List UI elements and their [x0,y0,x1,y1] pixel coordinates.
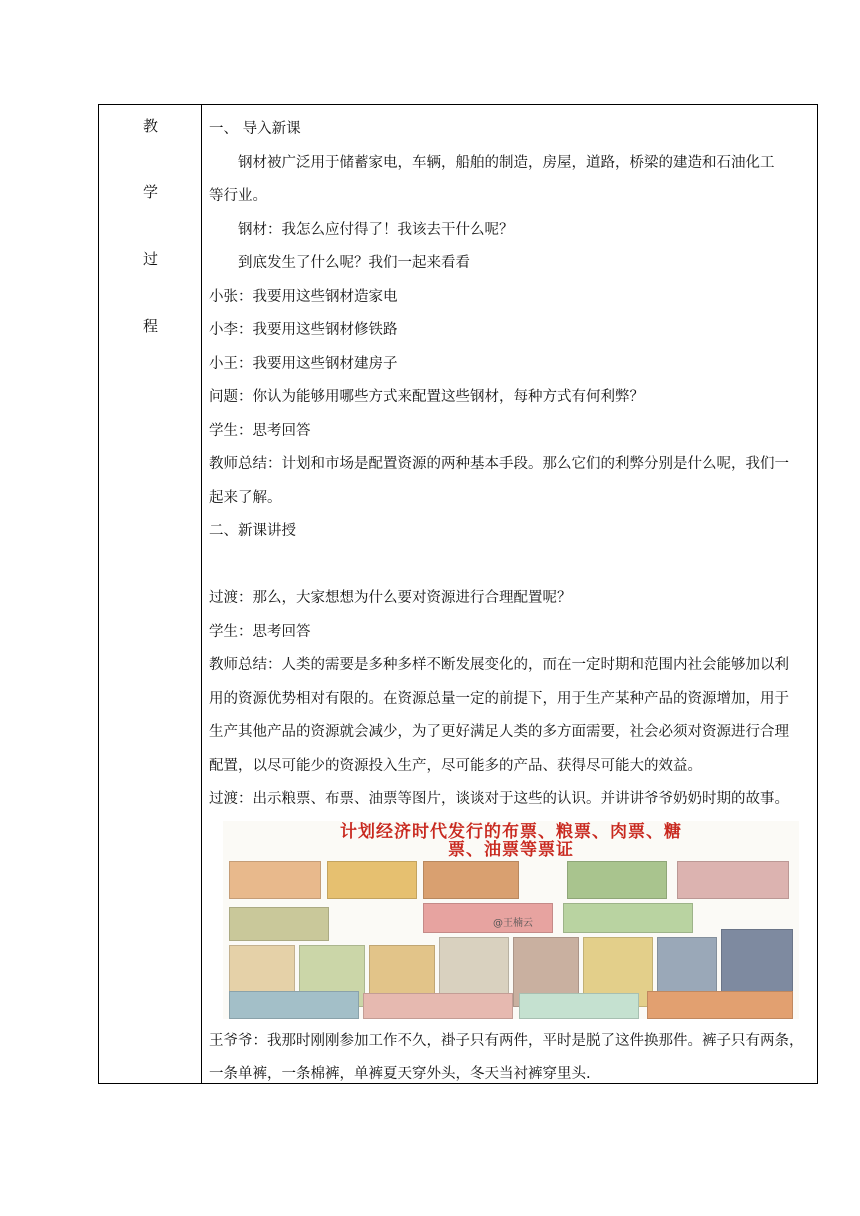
image-title-line1: 计划经济时代发行的布票、粮票、肉票、糖 [340,821,682,842]
ticket [327,861,417,899]
image-title [223,823,799,859]
question-line: 问题：你认为能够用哪些方式来配置这些钢材，每种方式有何利弊？ [209,389,644,405]
lesson-table [98,104,818,1084]
teacher-summary: 教师总结：计划和市场是配置资源的两种基本手段。那么它们的利弊分别是什么呢，我们一 [209,456,789,472]
section-label-column [99,105,202,1083]
paragraph: 钢材：我怎么应付得了！我该去干什么呢？ [238,221,514,238]
transition-line: 过渡：那么，大家想想为什么要对资源进行合理配置呢？ [209,590,572,606]
story-line: 王爷爷：我那时刚刚参加工作不久，褂子只有两件，平时是脱了这件换那件。裤子只有两条， [209,1032,804,1049]
ticket [563,903,693,933]
label-char: 教 [142,117,158,135]
teacher-summary: 生产其他产品的资源就会减少，为了更好满足人类的多方面需要，社会必须对资源进行合理 [209,724,789,740]
label-char: 过 [142,250,158,268]
ticket [519,993,639,1019]
dialogue-line: 小王：我要用这些钢材建房子 [209,355,398,372]
ticket [229,991,359,1019]
dialogue-line: 小李：我要用这些钢材修铁路 [209,322,398,338]
section-heading-1: 一、 导入新课 [209,121,301,137]
teacher-summary: 用的资源优势相对有限的。在资源总量一定的前提下，用于生产某种产品的资源增加，用于 [209,690,789,707]
teacher-summary: 起来了解。 [209,489,282,506]
paragraph: 等行业。 [209,188,267,204]
student-line: 学生：思考回答 [209,623,311,640]
ticket [647,991,793,1019]
lesson-content [203,105,815,1083]
ticket [567,861,667,899]
ticket [677,861,789,899]
story-line: 一条单裤，一条棉裤，单裤夏天穿外头，冬天当衬裤穿里头. [209,1066,591,1082]
image-watermark: @王楠云 [493,917,533,929]
student-line: 学生：思考回答 [209,422,311,439]
ticket [229,907,329,941]
ticket [423,861,519,899]
ticket [423,903,553,933]
image-title-line2: 票、油票等票证 [448,839,574,860]
label-char: 学 [142,183,158,201]
dialogue-line: 小张：我要用这些钢材造家电 [209,288,398,305]
ticket [363,993,513,1019]
ration-tickets-image [223,821,799,1019]
ticket [229,861,321,899]
paragraph: 到底发生了什么呢？我们一起来看看 [238,255,470,271]
label-char: 程 [142,317,158,335]
blank-line [209,549,809,583]
paragraph: 钢材被广泛用于储蓄家电，车辆，船舶的制造，房屋，道路，桥梁的建造和石油化工 [238,154,775,171]
section-heading-2: 二、新课讲授 [209,523,296,539]
transition-line: 过渡：出示粮票、布票、油票等图片，谈谈对于这些的认识。并讲讲爷爷奶奶时期的故事。 [209,791,789,807]
teacher-summary: 教师总结：人类的需要是多种多样不断发展变化的，而在一定时期和范围内社会能够加以利 [209,657,789,673]
teacher-summary: 配置，以尽可能少的资源投入生产，尽可能多的产品、获得尽可能大的效益。 [209,757,702,774]
